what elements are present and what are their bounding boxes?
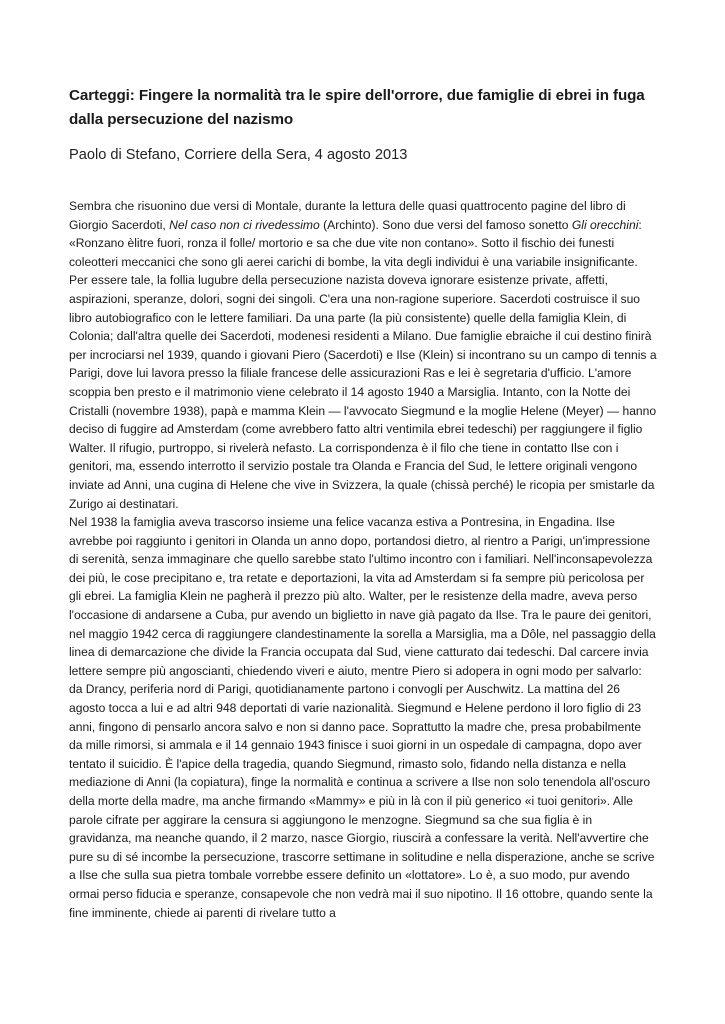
document-page xyxy=(69,84,657,922)
paragraph-1-text-a: Sembra che risuonino due versi di Montale, durante la lettura delle quasi quattrocento pagine del libro di Giorgio Sacerdoti, xyxy=(69,199,626,232)
sonnet-title: Gli orecchini xyxy=(571,217,639,232)
article-byline: Paolo di Stefano, Corriere della Sera, 4 agosto 2013 xyxy=(69,147,408,163)
article-title: Carteggi: Fingere la normalità tra le spire dell'orrore, due famiglie di ebrei in fuga dalla persecuzione del nazismo xyxy=(69,87,645,128)
paragraph-1 xyxy=(69,197,657,513)
article-body xyxy=(69,197,657,922)
book-title: Nel caso non ci rivedessimo xyxy=(169,217,320,232)
paragraph-1-text-b: (Archinto). Sono due versi del famoso sonetto xyxy=(319,217,572,232)
paragraph-1-text-c: : «Ronzano èlitre fuori, ronza il folle/ mortorio e sa che due vite non contano». Sotto il fischio dei funesti coleotteri meccanici che sono gli aerei carichi di bombe, la vita degli individui è una variabile insignificante. Per essere tale, la follia lugubre della persecuzione nazista doveva ignorare esistenze private, affetti, aspirazioni, speranze, dolori, sogni dei singoli. C'era una non-ragione superiore. Sacerdoti costruisce il suo libro autobiografico con le lettere familiari. Da una parte (la più consistente) quelle della famiglia Klein, di Colonia; dall'altra quelle dei Sacerdoti, modenesi residenti a Milano. Due famiglie ebraiche il cui destino finirà per incrociarsi nel 1939, quando i giovani Piero (Sacerdoti) e Ilse (Klein) si incontrano su un campo di tennis a Parigi, dove lui lavora presso la filiale francese delle assicurazioni Ras e lei è segretaria d'ufficio. L'amore scoppia ben presto e il matrimonio viene celebrato il 14 agosto 1940 a Marsiglia. Intanto, con la Notte dei Cristalli (novembre 1938), papà e mamma Klein — l'avvocato Siegmund e la moglie Helene (Meyer) — hanno deciso di fuggire ad Amsterdam (come avrebbero fatto altri ventimila ebrei tedeschi) per raggiungere il figlio Walter. Il rifugio, purtroppo, si rivelerà nefasto. La corrispondenza è il filo che tiene in contatto Ilse con i genitori, ma, essendo interrotto il servizio postale tra Olanda e Francia del Sud, le lettere originali vengono inviate ad Anni, una cugina di Helene che vive in Svizzera, la quale (chissà perché) le ricopia per smistarle da Zurigo ai destinatari. xyxy=(69,217,657,511)
paragraph-2: Nel 1938 la famiglia aveva trascorso insieme una felice vacanza estiva a Pontresina, in Engadina. Ilse avrebbe poi raggiunto i genitori in Olanda un anno dopo, portandosi dietro, al rientro a Parigi, un'impressione di serenità, senza immaginare che quello sarebbe stato l'ultimo incontro con i familiari. Nell'inconsapevolezza dei più, le cose precipitano e, tra retate e deportazioni, la vita ad Amsterdam si fa sempre più pericolosa per gli ebrei. La famiglia Klein ne pagherà il prezzo più alto. Walter, per le resistenze della madre, aveva perso l'occasione di andarsene a Cuba, pur avendo un biglietto in nave già pagato da Ilse. Tra le paure dei genitori, nel maggio 1942 cerca di raggiungere clandestinamente la sorella a Marsiglia, ma a Dôle, nel passaggio della linea di demarcazione che divide la Francia occupata dal Sud, viene catturato dai tedeschi. Dal carcere invia lettere sempre più angoscianti, chiedendo viveri e aiuto, mentre Piero si adopera in ogni modo per salvarlo: da Drancy, periferia nord di Parigi, quotidianamente partono i convogli per Auschwitz. La mattina del 26 agosto tocca a lui e ad altri 948 deportati di varie nazionalità. Siegmund e Helene perdono il loro figlio di 23 anni, fingono di pensarlo ancora salvo e non si danno pace. Soprattutto la madre che, presa probabilmente da mille rimorsi, si ammala e il 14 gennaio 1943 finisce i suoi giorni in un ospedale di campagna, dopo aver tentato il suicidio. È l'apice della tragedia, quando Siegmund, rimasto solo, fidando nella distanza e nella mediazione di Anni (la copiatura), finge la normalità e continua a scrivere a Ilse non solo tenendola all'oscuro della morte della madre, ma anche firmando «Mammy» e più in là con il più generico «i tuoi genitori». Alle parole cifrate per aggirare la censura si aggiungono le menzogne. Siegmund sa che sua figlia è in gravidanza, ma neanche quando, il 2 marzo, nasce Giorgio, riuscirà a confessare la verità. Nell'avvertire che pure su di sé incombe la persecuzione, trascorre settimane in solitudine e nella disperazione, anche se scrive a Ilse che sulla sua pietra tombale vorrebbe essere definito un «lottatore». Lo è, a suo modo, pur avendo ormai perso fiducia e speranze, consapevole che non vedrà mai il suo nipotino. Il 16 ottobre, quando sente la fine imminente, chiede ai parenti di rivelare tutto a xyxy=(69,515,656,920)
